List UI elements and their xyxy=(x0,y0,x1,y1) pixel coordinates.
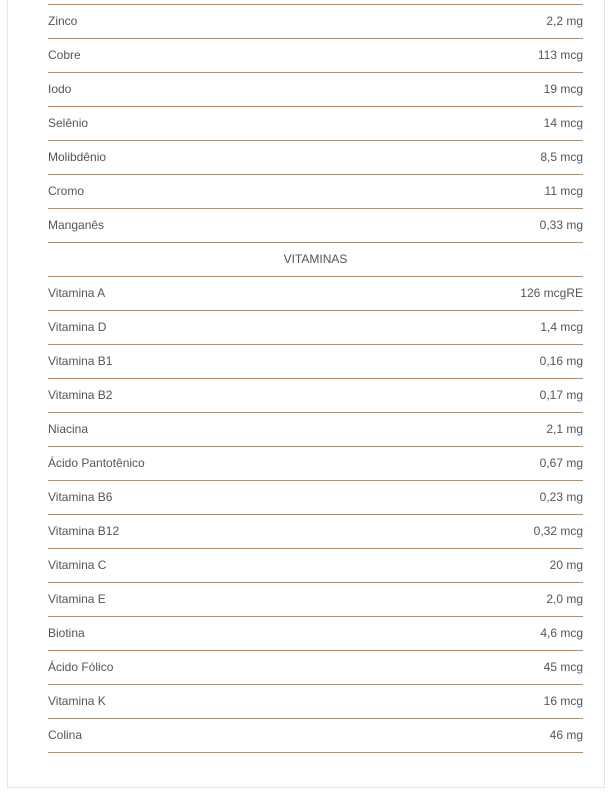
table-row xyxy=(48,175,583,209)
table-row xyxy=(48,583,583,617)
table-row xyxy=(48,107,583,141)
section-title: VITAMINAS xyxy=(283,252,348,266)
nutrient-value: 0,33 mg xyxy=(539,218,583,232)
nutrient-value: 0,67 mg xyxy=(539,456,583,470)
nutrient-value: 2,2 mg xyxy=(546,14,583,28)
table-row xyxy=(48,141,583,175)
table-row xyxy=(48,277,583,311)
nutrient-value: 16 mcg xyxy=(543,694,583,708)
nutrient-value: 0,23 mg xyxy=(539,490,583,504)
nutrient-name: Cobre xyxy=(48,48,81,62)
nutrient-value: 0,32 mcg xyxy=(533,524,583,538)
nutrient-name: Cromo xyxy=(48,184,85,198)
nutrient-name: Selênio xyxy=(48,116,89,130)
table-row xyxy=(48,413,583,447)
nutrient-value: 0,16 mg xyxy=(539,354,583,368)
nutrient-name: Vitamina D xyxy=(48,320,107,334)
nutrient-name: Vitamina C xyxy=(48,558,107,572)
table-row xyxy=(48,651,583,685)
table-row xyxy=(48,549,583,583)
table-row xyxy=(48,5,583,39)
nutrient-value: 45 mcg xyxy=(543,660,583,674)
nutrient-value: 19 mcg xyxy=(543,82,583,96)
table-row xyxy=(48,719,583,753)
table-row xyxy=(48,515,583,549)
nutrient-value: 2,1 mg xyxy=(546,422,583,436)
nutrient-name: Vitamina B12 xyxy=(48,524,120,538)
nutrient-name: Ácido Fólico xyxy=(48,660,114,674)
nutrient-value: 8,5 mcg xyxy=(540,150,583,164)
table-row xyxy=(48,447,583,481)
nutrition-card xyxy=(7,0,605,788)
section-header-vitamins xyxy=(48,243,583,277)
nutrient-value: 0,17 mg xyxy=(539,388,583,402)
nutrient-name: Iodo xyxy=(48,82,72,96)
nutrient-name: Vitamina B1 xyxy=(48,354,113,368)
table-row xyxy=(48,209,583,243)
nutrient-name: Vitamina B6 xyxy=(48,490,113,504)
nutrient-name: Vitamina E xyxy=(48,592,106,606)
nutrient-name: Manganês xyxy=(48,218,105,232)
table-row xyxy=(48,379,583,413)
table-row xyxy=(48,481,583,515)
nutrient-name: Vitamina K xyxy=(48,694,106,708)
table-row xyxy=(48,311,583,345)
nutrient-name: Ácido Pantotênico xyxy=(48,456,145,470)
table-row xyxy=(48,685,583,719)
nutrient-name: Niacina xyxy=(48,422,89,436)
nutrient-value: 1,4 mcg xyxy=(540,320,583,334)
nutrient-value: 46 mg xyxy=(549,728,583,742)
nutrient-value: 20 mg xyxy=(549,558,583,572)
table-row xyxy=(48,39,583,73)
nutrient-name: Molibdênio xyxy=(48,150,107,164)
table-row xyxy=(48,345,583,379)
nutrient-value: 11 mcg xyxy=(544,184,583,198)
nutrient-name: Vitamina B2 xyxy=(48,388,113,402)
nutrient-value: 113 mcg xyxy=(537,48,583,62)
table-row xyxy=(48,73,583,107)
nutrition-table xyxy=(48,4,583,753)
nutrient-value: 14 mcg xyxy=(543,116,583,130)
table-row xyxy=(48,617,583,651)
nutrient-name: Colina xyxy=(48,728,83,742)
nutrient-value: 4,6 mcg xyxy=(540,626,583,640)
nutrient-name: Biotina xyxy=(48,626,85,640)
nutrient-value: 126 mcgRE xyxy=(520,286,583,300)
nutrient-name: Zinco xyxy=(48,14,78,28)
nutrient-value: 2,0 mg xyxy=(546,592,583,606)
nutrient-name: Vitamina A xyxy=(48,286,106,300)
